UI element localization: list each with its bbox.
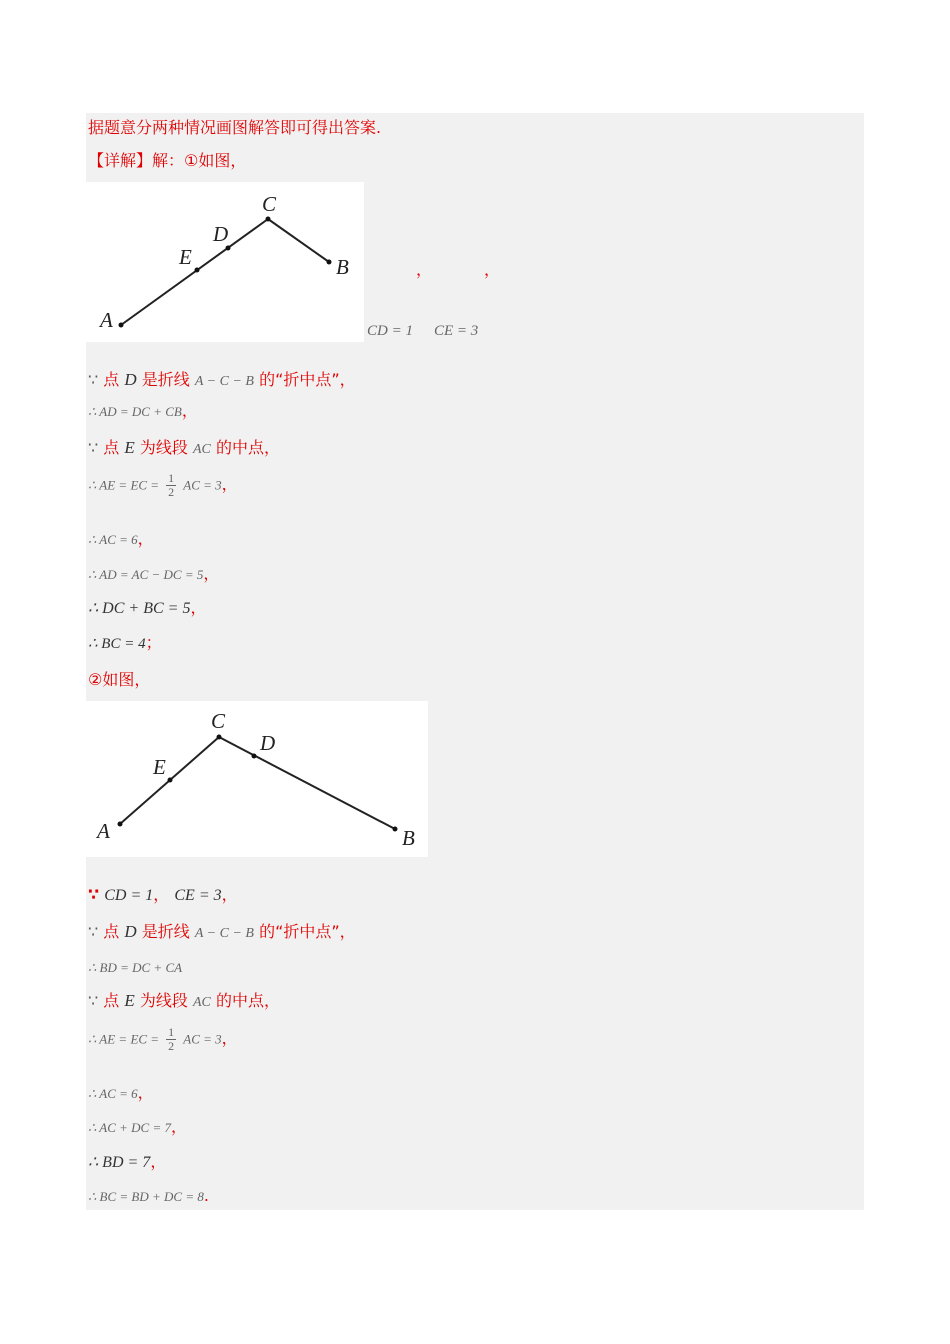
case2-step-9: ∴ BC = BD + DC = 8. [88, 1186, 209, 1205]
intro-text: 据题意分两种情况画图解答即可得出答案. [88, 118, 382, 137]
label-b: B [402, 826, 415, 850]
detail-heading [88, 153, 246, 169]
label-a: A [97, 819, 110, 843]
case1-step-3: ∵ 点 E 为线段 AC 的中点， [88, 438, 280, 457]
fraction-half: $\frac{1}{2}$ [168, 1025, 175, 1053]
point-b [393, 827, 398, 832]
point-e [195, 268, 200, 273]
case2-step-7: ∴ AC + DC = 7， [88, 1117, 188, 1136]
case2-heading: ②如图， [88, 670, 151, 689]
label-b: B [336, 255, 349, 279]
label-a: A [100, 308, 113, 332]
figure-1-svg [86, 182, 364, 342]
point-c [217, 735, 222, 740]
point-c [266, 217, 271, 222]
figure-case-1 [86, 182, 364, 342]
case2-step-8: ∴ BD = 7， [88, 1152, 167, 1171]
comma-2: ， [484, 260, 501, 279]
case2-step-3: ∴ BD = DC + CA [88, 960, 183, 975]
point-e [168, 778, 173, 783]
figure-2-svg [86, 701, 428, 857]
figure-case-2 [86, 701, 428, 857]
detail-rest: 解：①如图， [152, 151, 247, 170]
case2-step-2: ∵ 点 D 是折线 A − C − B 的“折中点”， [88, 922, 356, 941]
comma-1: ， [416, 260, 433, 279]
point-a [118, 822, 123, 827]
point-a [119, 323, 124, 328]
label-c: C [211, 709, 226, 733]
label-d: D [213, 222, 229, 246]
label-c: C [262, 192, 277, 216]
case1-step-1: ∵ 点 D 是折线 A − C − B 的“折中点”， [88, 370, 356, 389]
segment-cb [219, 737, 395, 829]
label-e: E [179, 245, 192, 269]
segment-ac [121, 219, 268, 325]
fraction-half: $\frac{1}{2}$ [168, 471, 175, 499]
case1-step-7: ∴ DC + BC = 5， [88, 598, 207, 617]
case2-step-6: ∴ AC = 6， [88, 1083, 154, 1102]
detail-label: 【详解】 [88, 151, 153, 170]
case1-step-5: ∴ AC = 6， [88, 529, 154, 548]
case2-step-4: ∵ 点 E 为线段 AC 的中点， [88, 991, 280, 1010]
given-cd: CD = 1 [367, 323, 413, 339]
point-d [226, 246, 231, 251]
label-d: D [260, 731, 276, 755]
case1-step-8: ∴ BC = 4； [88, 633, 162, 652]
case1-step-2: ∴ AD = DC + CB， [88, 401, 198, 420]
point-d [252, 754, 257, 759]
segment-cb [268, 219, 329, 262]
given-ce: CE = 3 [434, 323, 479, 339]
case2-step-5: ∴ AE = EC = $\frac{1}{2}$ AC = 3， [88, 1025, 238, 1053]
case1-step-6: ∴ AD = AC − DC = 5， [88, 564, 220, 583]
case2-step-1: ∵ CD = 1， CE = 3， [88, 885, 238, 904]
point-b [327, 260, 332, 265]
label-e: E [153, 755, 166, 779]
case1-step-4: ∴ AE = EC = $\frac{1}{2}$ AC = 3， [88, 471, 238, 499]
